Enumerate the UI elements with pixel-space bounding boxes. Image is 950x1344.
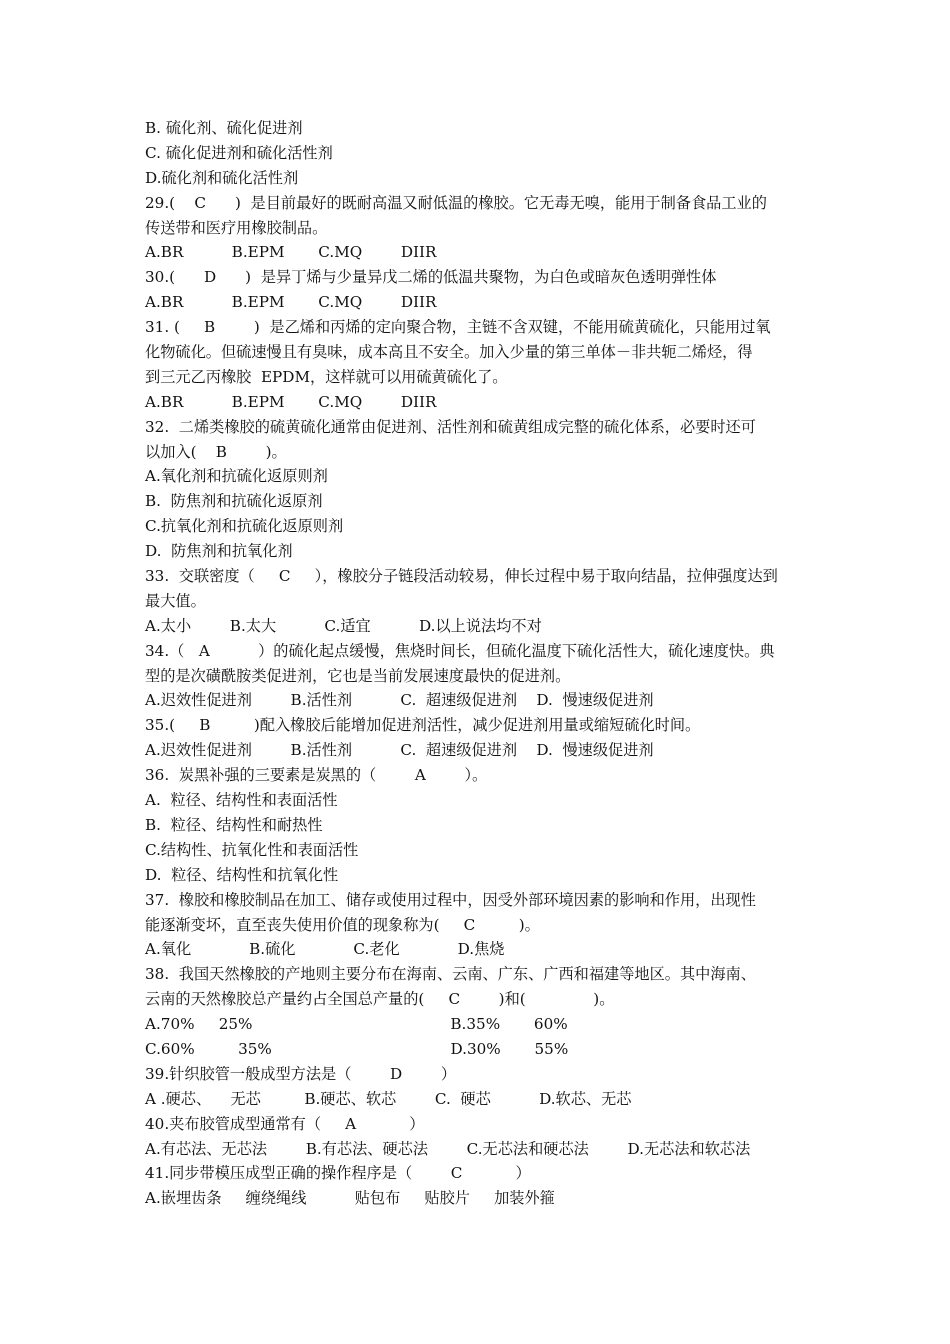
text-line: B. 硫化剂、硫化促进剂 — [145, 119, 303, 137]
question-31-text: 31. ( B ) 是乙烯和丙烯的定向聚合物，主链不含双键，不能用硫黄硫化，只能用过氧 — [145, 318, 771, 337]
text-line: 型的是次磺酰胺类促进剂，它也是当前发展速度最快的促进剂。 — [145, 666, 571, 685]
answer-option: B. 粒径、结构性和耐热性 — [145, 815, 323, 834]
answer-option: A. 粒径、结构性和表面活性 — [145, 791, 338, 810]
text-line: 能逐渐变坏，直至丧失使用价值的现象称为( C )。 — [145, 915, 540, 934]
text-line: 传送带和医疗用橡胶制品。 — [145, 218, 328, 237]
answer-option: B. 防焦剂和抗硫化返原剂 — [145, 492, 323, 511]
text-line: 以加入( B )。 — [145, 442, 287, 461]
question-29-text: 29.( C ) 是目前最好的既耐高温又耐低温的橡胶。它无毒无嗅，能用于制备食品工业的 — [145, 193, 767, 212]
question-37-text: 37. 橡胶和橡胶制品在加工、储存或使用过程中，因受外部环境因素的影响和作用，出现性 — [145, 890, 756, 909]
question-39-text: 39.针织胶管一般成型方法是（ D ） — [145, 1064, 457, 1083]
answer-options: A.BR B.EPM C.MQ DIIR — [145, 293, 437, 312]
answer-option: A.氧化剂和抗硫化返原则剂 — [145, 467, 328, 486]
text-line: D.硫化剂和硫化活性剂 — [145, 168, 299, 187]
text-line: 到三元乙丙橡胶 EPDM，这样就可以用硫黄硫化了。 — [145, 367, 508, 386]
answer-options: A.迟效性促进剂 B.活性剂 C. 超速级促进剂 D. 慢速级促进剂 — [145, 741, 654, 760]
answer-options: A.有芯法、无芯法 B.有芯法、硬芯法 C.无芯法和硬芯法 D.无芯法和软芯法 — [145, 1139, 751, 1158]
question-41-text: 41.同步带模压成型正确的操作程序是（ C ） — [145, 1164, 531, 1183]
answer-options: C.60% 35% D.30% 55% — [145, 1039, 569, 1058]
answer-options: A.70% 25% B.35% 60% — [145, 1015, 568, 1034]
question-36-text: 36. 炭黑补强的三要素是炭黑的（ A ）。 — [145, 766, 488, 785]
text-line: 云南的天然橡胶总产量约占全国总产量的( C )和( )。 — [145, 990, 615, 1009]
answer-option: C.结构性、抗氧化性和表面活性 — [145, 840, 359, 859]
question-38-text: 38. 我国天然橡胶的产地则主要分布在海南、云南、广东、广西和福建等地区。其中海南、 — [145, 965, 756, 984]
text-line: 化物硫化。但硫速慢且有臭味，成本高且不安全。加入少量的第三单体－非共轭二烯烃，得 — [145, 343, 753, 362]
answer-options: A.迟效性促进剂 B.活性剂 C. 超速级促进剂 D. 慢速级促进剂 — [145, 691, 654, 710]
text-line: 最大值。 — [145, 591, 206, 610]
question-30-text: 30.( D ) 是异丁烯与少量异戊二烯的低温共聚物，为白色或暗灰色透明弹性体 — [145, 268, 717, 287]
answer-options: A.氧化 B.硫化 C.老化 D.焦烧 — [145, 940, 505, 959]
question-33-text: 33. 交联密度（ C ），橡胶分子链段活动较易，伸长过程中易于取向结晶，拉伸强度达到 — [145, 567, 778, 586]
answer-options: A .硬芯、 无芯 B.硬芯、软芯 C. 硬芯 D.软芯、无芯 — [145, 1089, 632, 1108]
question-35-text: 35.( B )配入橡胶后能增加促进剂活性，减少促进剂用量或缩短硫化时间。 — [145, 716, 701, 735]
question-40-text: 40.夹布胶管成型通常有（ A ） — [145, 1114, 425, 1133]
answer-option: D. 防焦剂和抗氧化剂 — [145, 542, 293, 561]
question-34-text: 34.（ A ）的硫化起点缓慢，焦烧时间长，但硫化温度下硫化活性大，硫化速度快。典 — [145, 641, 775, 660]
answer-options: A.BR B.EPM C.MQ DIIR — [145, 243, 437, 262]
question-32-text: 32. 二烯类橡胶的硫黄硫化通常由促进剂、活性剂和硫黄组成完整的硫化体系，必要时还可 — [145, 417, 756, 436]
answer-option: A.嵌埋齿条 缠绕绳线 贴包布 贴胶片 加装外箍 — [145, 1189, 555, 1208]
answer-options: A.太小 B.太大 C.适宜 D.以上说法均不对 — [145, 616, 542, 635]
question-text-block — [145, 116, 810, 1211]
answer-option: D. 粒径、结构性和抗氧化性 — [145, 865, 339, 884]
answer-options: A.BR B.EPM C.MQ DIIR — [145, 392, 437, 411]
text-line: C. 硫化促进剂和硫化活性剂 — [145, 143, 333, 162]
answer-option: C.抗氧化剂和抗硫化返原则剂 — [145, 517, 344, 536]
